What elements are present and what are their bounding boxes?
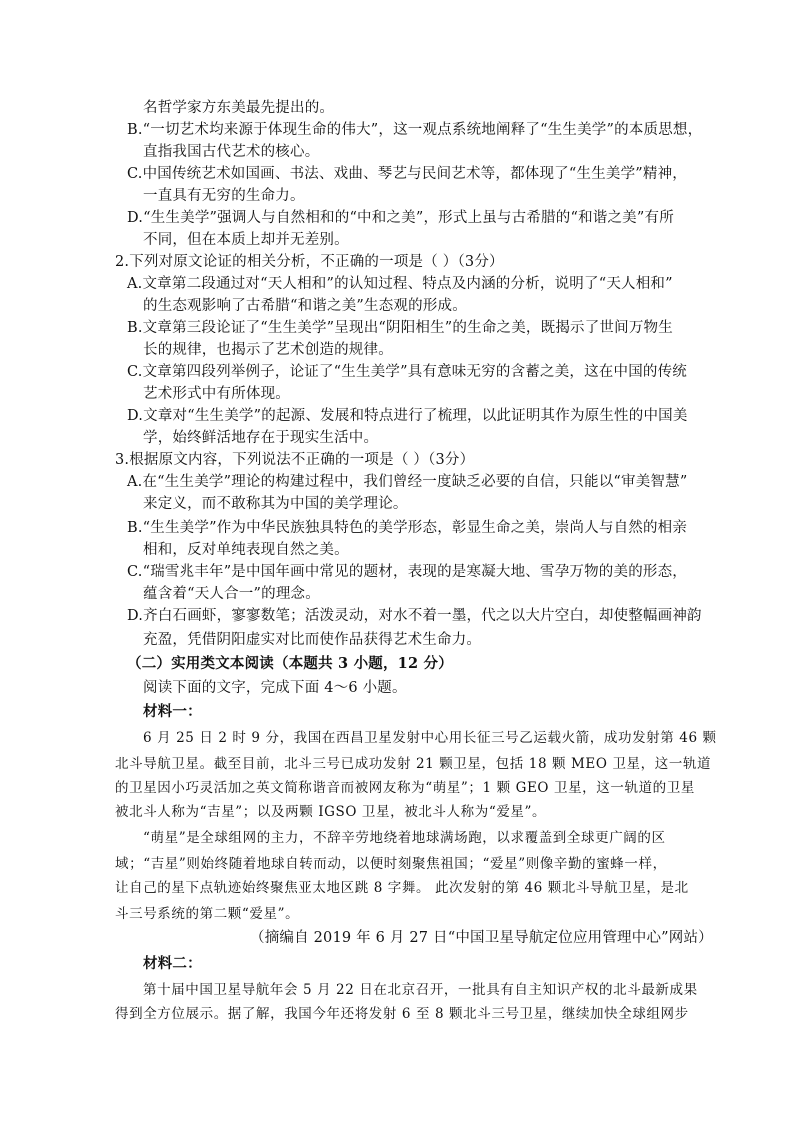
material1-p2-line: “萌星”是全球组网的主力，不辞辛劳地绕着地球满场跑，以求覆盖到全球更广阔的区: [143, 830, 666, 846]
material1-source: （摘编自 2019 年 6 月 27 日“中国卫星导航定位应用管理中心”网站）: [250, 930, 713, 946]
material2-label: 材料二：: [143, 955, 202, 972]
q1-option-d-line2: 不同，但在本质上却并无差别。: [143, 232, 349, 248]
material1-label: 材料一：: [143, 703, 202, 720]
q1-option-d-line1: D.“生生美学”强调人与自然相和的“中和之美”，形式上虽与古希腊的“和谐之美”有所: [127, 210, 674, 226]
q2-option-c-line2: 艺术形式中有所体现。: [143, 386, 290, 402]
material1-p1-line: 被北斗人称为“吉星”；以及两颗 IGSO 卫星，被北斗人称为“爱星”。: [115, 804, 547, 820]
q3-option-a-line1: A.在“生生美学”理论的构建过程中，我们曾经一度缺乏必要的自信，只能以“审美智慧”: [127, 474, 688, 490]
material1-p2-line: 域；“吉星”则始终随着地球自转而动，以便时刻聚焦祖国；“爱星”则像辛勤的蜜蜂一样，: [115, 856, 667, 872]
q1-option-b-line1: B.“一切艺术均来源于体现生命的伟大”，这一观点系统地阐释了“生生美学”的本质思想，: [127, 122, 703, 138]
section-heading: （二）实用类文本阅读（本题共 3 小题，12 分）: [127, 655, 453, 672]
material1-p1-line: 北斗导航卫星。截至目前，北斗三号已成功发射 21 颗卫星，包括 18 颗 MEO 卫星，这一轨道: [115, 756, 712, 772]
material2-p1-line: 得到全方位展示。据了解，我国今年还将发射 6 至 8 颗北斗三号卫星，继续加快全球组网步: [115, 1006, 689, 1022]
q3-option-d-line1: D.齐白石画虾，寥寥数笔；活泼灵动，对水不着一墨，代之以大片空白，却使整幅画神韵: [127, 608, 702, 624]
material2-p1-line: 第十届中国卫星导航年会 5 月 22 日在北京召开，一批具有自主知识产权的北斗最新成果: [143, 982, 698, 998]
q1-option-c-line2: 一直具有无穷的生命力。: [143, 188, 305, 204]
q2-option-d-line1: D.文章对“生生美学”的起源、发展和特点进行了梳理，以此证明其作为原生性的中国美: [127, 408, 688, 424]
material1-p2-line: 让自己的星下点轨迹始终聚焦亚太地区跳 8 字舞。 此次发射的第 46 颗北斗导航卫星，是北: [115, 880, 689, 896]
q2-option-b-line2: 长的规律，也揭示了艺术创造的规律。: [143, 342, 393, 358]
q2-option-a-line2: 的生态观影响了古希腊“和谐之美”生态观的形成。: [143, 298, 467, 314]
material1-p1-line: 的卫星因小巧灵活加之英文简称谐音而被网友称为“萌星”；1 颗 GEO 卫星，这一轨道的卫星: [115, 780, 695, 796]
q3-option-b-line2: 相和，反对单纯表现自然之美。: [143, 542, 349, 558]
q1-prev-line: 名哲学家方东美最先提出的。: [143, 100, 335, 116]
q2-option-a-line1: A.文章第二段通过对“天人相和”的认知过程、特点及内涵的分析，说明了“天人相和”: [127, 276, 673, 292]
q2-option-c-line1: C.文章第四段列举例子，论证了“生生美学”具有意味无穷的含蓄之美，这在中国的传统: [127, 364, 688, 380]
section-instruction: 阅读下面的文字，完成下面 4～6 小题。: [143, 680, 407, 696]
q1-option-c-line1: C.中国传统艺术如国画、书法、戏曲、琴艺与民间艺术等，都体现了“生生美学”精神，: [127, 166, 688, 182]
q2-option-d-line2: 学，始终鲜活地存在于现实生活中。: [143, 430, 379, 446]
q3-option-c-line1: C.“瑞雪兆丰年”是中国年画中常见的题材，表现的是寒凝大地、雪孕万物的美的形态，: [127, 564, 688, 580]
q3-option-d-line2: 充盈，凭借阴阳虚实对比而使作品获得艺术生命力。: [143, 632, 482, 648]
q3-option-c-line2: 蕴含着“天人合一”的理念。: [143, 586, 320, 602]
q3-option-a-line2: 来定义，而不敢称其为中国的美学理论。: [143, 496, 408, 512]
material1-p1-line: 6 月 25 日 2 时 9 分，我国在西昌卫星发射中心用长征三号乙运载火箭，成功发射第 46 颗: [143, 730, 717, 746]
q2-option-b-line1: B.文章第三段论证了“生生美学”呈现出“阴阳相生”的生命之美，既揭示了世间万物生: [127, 320, 673, 336]
q2-stem: 2.下列对原文论证的相关分析，不正确的一项是（ ）（3分）: [115, 254, 504, 270]
q3-stem: 3.根据原文内容，下列说法不正确的一项是（ ）（3分）: [115, 452, 475, 468]
q1-option-b-line2: 直指我国古代艺术的核心。: [143, 144, 320, 160]
material1-p2-line: 斗三号系统的第二颗“爱星”。: [115, 906, 300, 922]
q3-option-b-line1: B.“生生美学”作为中华民族独具特色的美学形态，彰显生命之美，崇尚人与自然的相亲: [127, 520, 688, 536]
